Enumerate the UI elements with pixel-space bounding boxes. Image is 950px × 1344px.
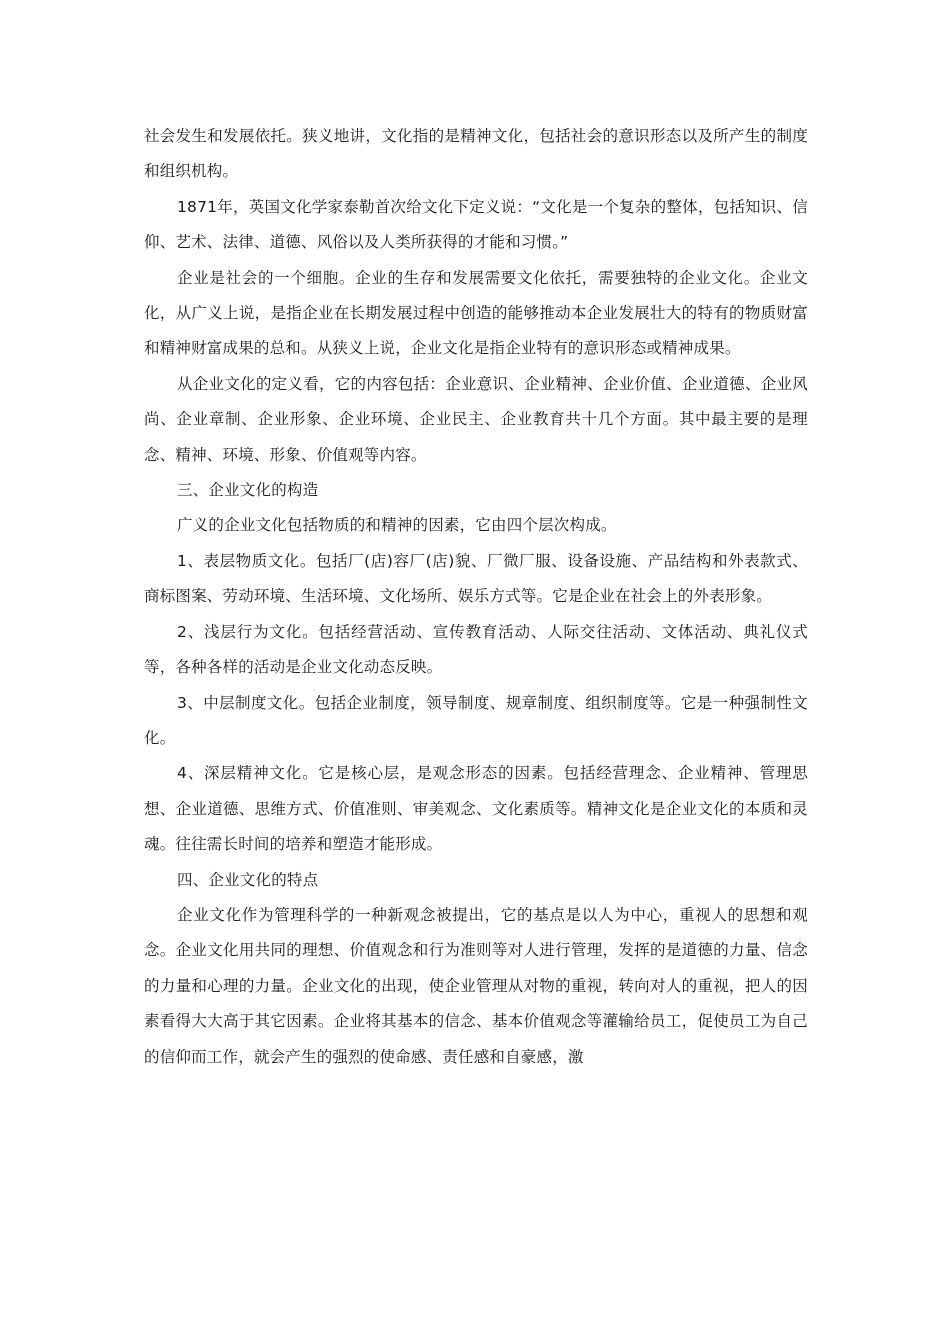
section-heading-characteristics: 四、企业文化的特点	[177, 870, 319, 889]
list-item-spiritual-culture: 4、深层精神文化。它是核心层，是观念形态的因素。包括经营理念、企业精神、管理思想、企业道德、思维方式、价值准则、审美观念、文化素质等。精神文化是企业文化的本质和灵魂。往往需长时间的培养和塑造才能形成。	[144, 764, 808, 854]
paragraph-continuation: 社会发生和发展依托。狭义地讲，文化指的是精神文化，包括社会的意识形态以及所产生的制度和组织机构。	[144, 127, 808, 181]
paragraph-characteristics: 企业文化作为管理科学的一种新观念被提出，它的基点是以人为中心，重视人的思想和观念。企业文化用共同的理想、价值观念和行为准则等对人进行管理，发挥的是道德的力量、信念的力量和心理的力量。企业文化的出现，使企业管理从对物的重视，转向对人的重视，把人的因素看得大大高于其它因素。企业将其基本的信念、基本价值观念等灌输给员工，促使员工为自己的信仰而工作，就会产生的强烈的使命感、责任感和自豪感，激	[144, 905, 808, 1066]
list-item-institution-culture: 3、中层制度文化。包括企业制度，领导制度、规章制度、组织制度等。它是一种强制性文化。	[144, 693, 808, 747]
section-heading-structure: 三、企业文化的构造	[177, 481, 319, 500]
paragraph-four-levels-intro: 广义的企业文化包括物质的和精神的因素，它由四个层次构成。	[177, 516, 617, 535]
paragraph-enterprise-culture-content: 从企业文化的定义看，它的内容包括：企业意识、企业精神、企业价值、企业道德、企业风尚、企业章制、企业形象、企业环境、企业民主、企业教育共十几个方面。其中最主要的是理念、精神、环境、形象、价值观等内容。	[144, 374, 808, 464]
paragraph-tylor-definition: 1871年，英国文化学家泰勒首次给文化下定义说：“文化是一个复杂的整体，包括知识、信仰、艺术、法律、道德、风俗以及人类所获得的才能和习惯。”	[144, 197, 808, 252]
list-item-behavior-culture: 2、浅层行为文化。包括经营活动、宣传教育活动、人际交往活动、文体活动、典礼仪式等，各种各样的活动是企业文化动态反映。	[144, 622, 808, 677]
paragraph-enterprise-culture-definition: 企业是社会的一个细胞。企业的生存和发展需要文化依托，需要独特的企业文化。企业文化，从广义上说，是指企业在长期发展过程中创造的能够推动本企业发展壮大的特有的物质财富和精神财富成果的总和。从狭义上说，企业文化是指企业特有的意识形态或精神成果。	[144, 268, 808, 358]
list-item-material-culture: 1、表层物质文化。包括厂(店)容厂(店)貌、厂微厂服、设备设施、产品结构和外表款式、商标图案、劳动环境、生活环境、文化场所、娱乐方式等。它是企业在社会上的外表形象。	[144, 551, 808, 606]
document-body	[144, 119, 808, 1075]
